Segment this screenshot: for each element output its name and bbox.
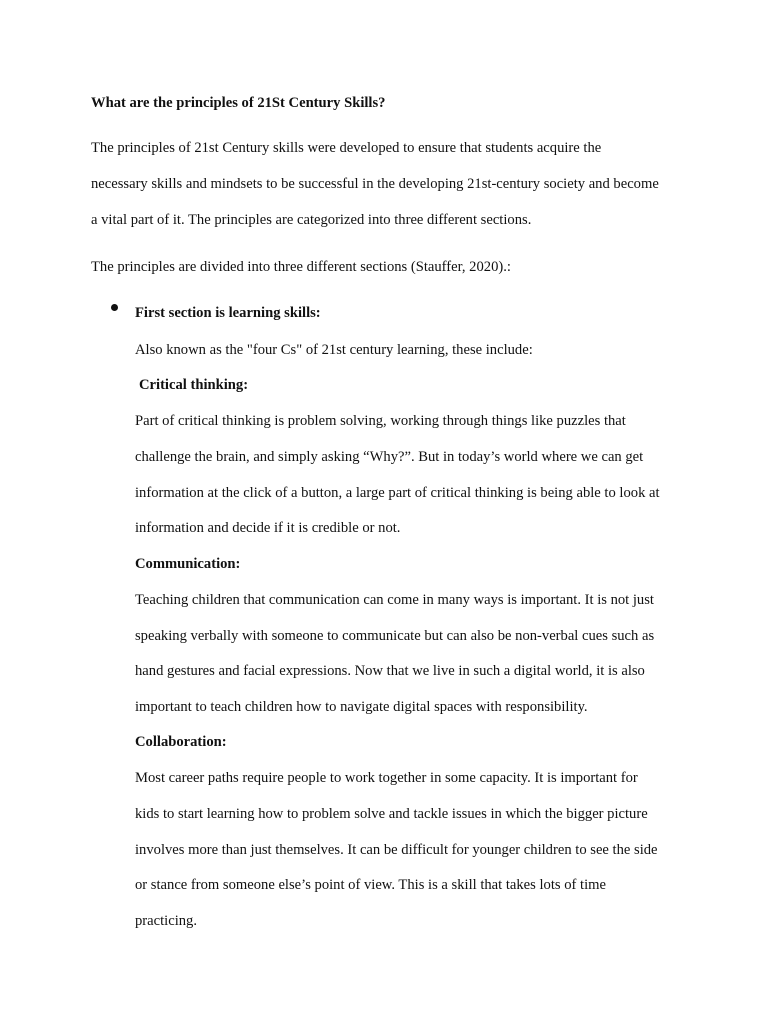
item-line: important to teach children how to navigate digital spaces with responsibility. [135, 699, 588, 715]
item-line: Most career paths require people to work together in some capacity. It is important for [135, 770, 638, 786]
intro-line: necessary skills and mindsets to be successful in the developing 21st-century society and become [91, 176, 659, 192]
item-heading-critical-thinking: Critical thinking: [139, 377, 249, 393]
item-line: challenge the brain, and simply asking “Why?”. But in today’s world where we can get [135, 449, 644, 465]
item-line: Part of critical thinking is problem solving, working through things like puzzles that [135, 413, 626, 429]
item-line: information and decide if it is credible or not. [135, 520, 401, 536]
bullet-icon [111, 304, 118, 311]
item-line: involves more than just themselves. It can be difficult for younger children to see the side [135, 842, 658, 858]
item-heading-collaboration: Collaboration: [135, 734, 227, 750]
item-line: hand gestures and facial expressions. Now that we live in such a digital world, it is also [135, 663, 645, 679]
item-heading-communication: Communication: [135, 556, 241, 572]
intro-line: The principles of 21st Century skills were developed to ensure that students acquire the [91, 140, 602, 156]
section-subtitle: Also known as the "four Cs" of 21st century learning, these include: [135, 342, 533, 358]
item-line: or stance from someone else’s point of view. This is a skill that takes lots of time [135, 877, 606, 893]
item-line: practicing. [135, 913, 197, 929]
divided-paragraph: The principles are divided into three different sections (Stauffer, 2020).: [91, 259, 511, 275]
section-heading: First section is learning skills: [135, 305, 321, 321]
page-title: What are the principles of 21St Century Skills? [91, 95, 386, 111]
item-line: speaking verbally with someone to communicate but can also be non-verbal cues such as [135, 628, 655, 644]
item-line: information at the click of a button, a large part of critical thinking is being able to look at [135, 485, 660, 501]
item-line: kids to start learning how to problem solve and tackle issues in which the bigger picture [135, 806, 648, 822]
item-line: Teaching children that communication can come in many ways is important. It is not just [135, 592, 654, 608]
intro-line: a vital part of it. The principles are categorized into three different sections. [91, 212, 532, 228]
